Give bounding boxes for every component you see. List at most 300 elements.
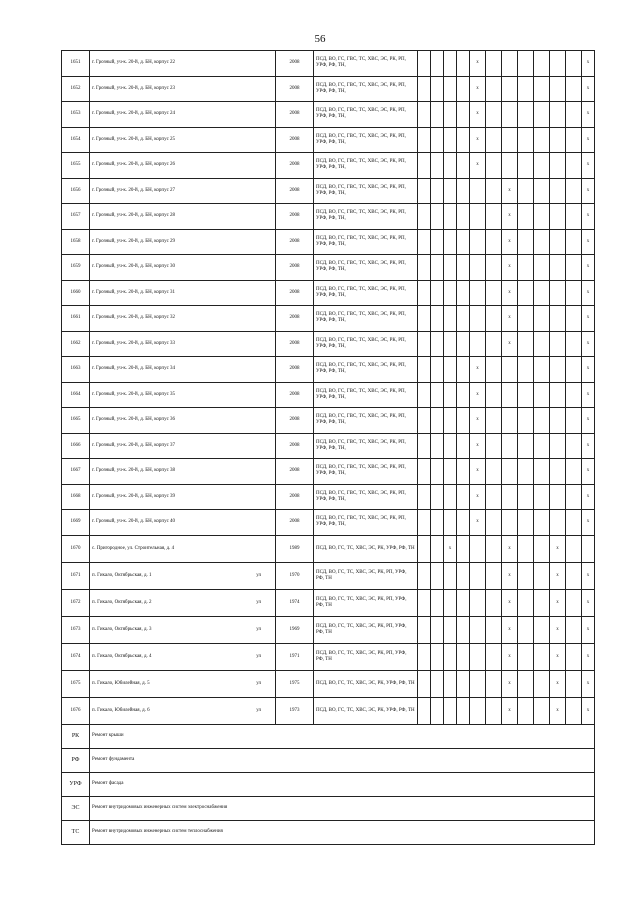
mark-cell [566, 535, 582, 562]
mark-cell [418, 459, 431, 485]
year-cell: 2008 [276, 51, 314, 77]
row-number: 1676 [62, 697, 90, 724]
legend-code: УРФ [62, 772, 90, 796]
mark-cell [534, 589, 550, 616]
mark-cell [486, 127, 502, 153]
address-extra: ул [256, 680, 261, 686]
address-extra: ул [256, 599, 261, 605]
mark-cell [502, 484, 518, 510]
mark-cell [534, 510, 550, 536]
mark-cell [534, 102, 550, 128]
mark-cell [518, 616, 534, 643]
mark-cell [550, 357, 566, 383]
work-codes-cell: ПСД, ВО, ГС, ТС, ХВС, ЭС, РК, РП, УРФ, РФ, ТН [314, 589, 418, 616]
mark-cell [457, 280, 470, 306]
address-cell [90, 670, 276, 697]
address-text: г. Грозный, уч-к. 20-й, д. БН, корпус 23 [92, 85, 176, 91]
mark-cell [502, 153, 518, 179]
capital-repair-table [61, 50, 595, 845]
mark-cell [534, 127, 550, 153]
mark-cell: x [550, 697, 566, 724]
mark-cell [486, 255, 502, 281]
work-codes-cell: ПСД, ВО, ГС, ГВС, ТС, ХВС, ЭС, РК, РП, УРФ, РФ, ТН, [314, 459, 418, 485]
mark-cell [502, 357, 518, 383]
table-body [62, 51, 595, 725]
row-number: 1652 [62, 76, 90, 102]
mark-cell [486, 153, 502, 179]
mark-cell: x [550, 589, 566, 616]
mark-cell [470, 255, 486, 281]
mark-cell [457, 127, 470, 153]
mark-cell [444, 255, 457, 281]
mark-cell: x [582, 280, 595, 306]
mark-cell [518, 280, 534, 306]
mark-cell [431, 357, 444, 383]
address-cell [90, 331, 276, 357]
mark-cell [518, 306, 534, 332]
mark-cell [566, 331, 582, 357]
address-extra: ул [256, 572, 261, 578]
mark-cell [444, 643, 457, 670]
mark-cell [418, 535, 431, 562]
mark-cell [431, 408, 444, 434]
mark-cell: x [502, 697, 518, 724]
mark-cell [457, 484, 470, 510]
legend-text: Ремонт внутридомовых инженерных систем теплоснабжения [90, 820, 595, 844]
address-cell [90, 178, 276, 204]
mark-cell [518, 204, 534, 230]
mark-cell [444, 229, 457, 255]
page-number: 56 [314, 33, 326, 45]
mark-cell [444, 459, 457, 485]
work-codes-cell: ПСД, ВО, ГС, ГВС, ТС, ХВС, ЭС, РК, РП, УРФ, РФ, ТН, [314, 153, 418, 179]
mark-cell [566, 616, 582, 643]
work-codes-cell: ПСД, ВО, ГС, ГВС, ТС, ХВС, ЭС, РК, РП, УРФ, РФ, ТН, [314, 382, 418, 408]
year-cell: 1975 [276, 670, 314, 697]
mark-cell [534, 357, 550, 383]
year-cell: 2008 [276, 408, 314, 434]
table-row [62, 382, 595, 408]
mark-cell [470, 229, 486, 255]
work-codes-cell: ПСД, ВО, ГС, ГВС, ТС, ХВС, ЭС, РК, РП, УРФ, РФ, ТН, [314, 127, 418, 153]
row-number: 1656 [62, 178, 90, 204]
mark-cell [486, 178, 502, 204]
mark-cell [534, 643, 550, 670]
mark-cell [550, 331, 566, 357]
legend-code: ЭС [62, 796, 90, 820]
mark-cell [444, 306, 457, 332]
mark-cell [518, 589, 534, 616]
mark-cell [502, 102, 518, 128]
year-cell: 2008 [276, 76, 314, 102]
address-text: п. Гикало, Октябрьская, д. 3 [92, 626, 152, 632]
work-codes-cell: ПСД, ВО, ГС, ГВС, ТС, ХВС, ЭС, РК, РП, УРФ, РФ, ТН, [314, 331, 418, 357]
year-cell: 2008 [276, 204, 314, 230]
mark-cell [486, 357, 502, 383]
mark-cell [444, 616, 457, 643]
mark-cell [486, 535, 502, 562]
address-extra: ул [256, 626, 261, 632]
mark-cell [550, 51, 566, 77]
mark-cell: x [550, 616, 566, 643]
mark-cell [457, 408, 470, 434]
work-codes-cell: ПСД, ВО, ГС, ТС, ХВС, ЭС, РК, РП, УРФ, РФ, ТН [314, 643, 418, 670]
work-codes-cell: ПСД, ВО, ГС, ТС, ХВС, ЭС, РК, УРФ, РФ, ТН [314, 670, 418, 697]
mark-cell [518, 357, 534, 383]
work-codes-cell: ПСД, ВО, ГС, ГВС, ТС, ХВС, ЭС, РК, РП, УРФ, РФ, ТН, [314, 102, 418, 128]
mark-cell [486, 510, 502, 536]
mark-cell [566, 433, 582, 459]
mark-cell [457, 331, 470, 357]
mark-cell [457, 76, 470, 102]
address-text: г. Грозный, уч-к. 20-й, д. БН, корпус 29 [92, 238, 176, 244]
mark-cell [470, 178, 486, 204]
mark-cell [566, 357, 582, 383]
year-cell: 1973 [276, 697, 314, 724]
mark-cell [470, 670, 486, 697]
legend-row [62, 820, 595, 844]
row-number: 1653 [62, 102, 90, 128]
address-text: г. Грозный, уч-к. 20-й, д. БН, корпус 25 [92, 136, 176, 142]
mark-cell: x [582, 562, 595, 589]
mark-cell: x [582, 306, 595, 332]
legend-row [62, 772, 595, 796]
row-number: 1660 [62, 280, 90, 306]
mark-cell [566, 178, 582, 204]
address-text: п. Гикало, Юбилейная, д. 6 [92, 707, 150, 713]
address-cell [90, 102, 276, 128]
mark-cell [518, 643, 534, 670]
mark-cell [431, 589, 444, 616]
mark-cell [502, 459, 518, 485]
mark-cell [444, 153, 457, 179]
mark-cell [486, 589, 502, 616]
mark-cell: x [582, 357, 595, 383]
mark-cell [534, 433, 550, 459]
work-codes-cell: ПСД, ВО, ГС, ГВС, ТС, ХВС, ЭС, РК, РП, УРФ, РФ, ТН, [314, 484, 418, 510]
address-text: г. Грозный, уч-к. 20-й, д. БН, корпус 35 [92, 391, 176, 397]
work-codes-cell: ПСД, ВО, ГС, ГВС, ТС, ХВС, ЭС, РК, РП, УРФ, РФ, ТН, [314, 51, 418, 77]
mark-cell [444, 697, 457, 724]
year-cell: 2008 [276, 127, 314, 153]
row-number: 1661 [62, 306, 90, 332]
legend-row [62, 796, 595, 820]
mark-cell [502, 76, 518, 102]
address-text: г. Грозный, уч-к. 20-й, д. БН, корпус 24 [92, 111, 176, 117]
table-row [62, 331, 595, 357]
mark-cell [534, 616, 550, 643]
row-number: 1658 [62, 229, 90, 255]
mark-cell [534, 178, 550, 204]
mark-cell [457, 510, 470, 536]
mark-cell [518, 408, 534, 434]
mark-cell: x [502, 643, 518, 670]
mark-cell: x [470, 459, 486, 485]
mark-cell [431, 670, 444, 697]
mark-cell [534, 306, 550, 332]
mark-cell [457, 697, 470, 724]
mark-cell: x [470, 382, 486, 408]
mark-cell [518, 382, 534, 408]
mark-cell [566, 306, 582, 332]
row-number: 1664 [62, 382, 90, 408]
mark-cell [566, 589, 582, 616]
address-text: п. Гикало, Октябрьская, д. 2 [92, 599, 152, 605]
table-row [62, 306, 595, 332]
address-text: г. Грозный, уч-к. 20-й, д. БН, корпус 28 [92, 213, 176, 219]
mark-cell [444, 331, 457, 357]
mark-cell: x [582, 408, 595, 434]
address-text: г. Грозный, уч-к. 20-й, д. БН, корпус 37 [92, 442, 176, 448]
table-row [62, 459, 595, 485]
mark-cell [444, 670, 457, 697]
legend-code: РФ [62, 748, 90, 772]
mark-cell [486, 382, 502, 408]
mark-cell [444, 589, 457, 616]
mark-cell: x [582, 670, 595, 697]
mark-cell: x [470, 127, 486, 153]
table-row [62, 670, 595, 697]
mark-cell [457, 102, 470, 128]
table-row [62, 153, 595, 179]
year-cell: 1989 [276, 535, 314, 562]
table-row [62, 643, 595, 670]
row-number: 1666 [62, 433, 90, 459]
mark-cell [486, 616, 502, 643]
table-row [62, 76, 595, 102]
mark-cell [444, 204, 457, 230]
mark-cell [457, 459, 470, 485]
mark-cell: x [582, 697, 595, 724]
mark-cell [486, 229, 502, 255]
mark-cell [566, 280, 582, 306]
row-number: 1675 [62, 670, 90, 697]
table-row [62, 562, 595, 589]
mark-cell [444, 382, 457, 408]
mark-cell: x [502, 331, 518, 357]
table-row [62, 280, 595, 306]
mark-cell [486, 204, 502, 230]
address-cell [90, 510, 276, 536]
mark-cell [457, 562, 470, 589]
table-row [62, 255, 595, 281]
work-codes-cell: ПСД, ВО, ГС, ГВС, ТС, ХВС, ЭС, РК, РП, УРФ, РФ, ТН, [314, 229, 418, 255]
address-text: г. Грозный, уч-к. 20-й, д. БН, корпус 22 [92, 60, 176, 66]
address-text: с. Пригородное, ул. Строительная, д. 4 [92, 545, 175, 551]
mark-cell: x [470, 51, 486, 77]
mark-cell [431, 484, 444, 510]
mark-cell: x [502, 589, 518, 616]
mark-cell: x [582, 459, 595, 485]
mark-cell [431, 433, 444, 459]
mark-cell [518, 153, 534, 179]
mark-cell [431, 306, 444, 332]
mark-cell [470, 589, 486, 616]
mark-cell: x [444, 535, 457, 562]
mark-cell [418, 357, 431, 383]
mark-cell [431, 178, 444, 204]
mark-cell [470, 616, 486, 643]
address-cell [90, 51, 276, 77]
mark-cell [470, 535, 486, 562]
mark-cell [457, 643, 470, 670]
year-cell: 1970 [276, 562, 314, 589]
table-row [62, 229, 595, 255]
mark-cell [470, 306, 486, 332]
mark-cell: x [582, 153, 595, 179]
mark-cell [534, 229, 550, 255]
mark-cell: x [470, 102, 486, 128]
mark-cell: x [550, 535, 566, 562]
address-text: г. Грозный, уч-к. 20-й, д. БН, корпус 39 [92, 493, 176, 499]
mark-cell [444, 357, 457, 383]
mark-cell [566, 382, 582, 408]
mark-cell [550, 76, 566, 102]
mark-cell: x [582, 433, 595, 459]
mark-cell [418, 280, 431, 306]
address-cell [90, 229, 276, 255]
year-cell: 2008 [276, 510, 314, 536]
mark-cell [431, 331, 444, 357]
address-text: г. Грозный, уч-к. 20-й, д. БН, корпус 33 [92, 340, 176, 346]
table-row [62, 535, 595, 562]
table-row [62, 51, 595, 77]
mark-cell: x [582, 127, 595, 153]
legend-row [62, 724, 595, 748]
address-text: г. Грозный, уч-к. 20-й, д. БН, корпус 32 [92, 315, 176, 321]
mark-cell [470, 331, 486, 357]
mark-cell [431, 127, 444, 153]
mark-cell [470, 280, 486, 306]
mark-cell [550, 459, 566, 485]
address-cell [90, 153, 276, 179]
mark-cell: x [582, 382, 595, 408]
year-cell: 2008 [276, 433, 314, 459]
mark-cell: x [550, 643, 566, 670]
address-text: г. Грозный, уч-к. 20-й, д. БН, корпус 26 [92, 162, 176, 168]
mark-cell [418, 76, 431, 102]
work-codes-cell: ПСД, ВО, ГС, ГВС, ТС, ХВС, ЭС, РК, РП, УРФ, РФ, ТН, [314, 76, 418, 102]
mark-cell: x [502, 535, 518, 562]
table-row [62, 178, 595, 204]
mark-cell: x [582, 643, 595, 670]
mark-cell [418, 229, 431, 255]
mark-cell [502, 433, 518, 459]
mark-cell [518, 51, 534, 77]
legend-body [62, 724, 595, 844]
row-number: 1669 [62, 510, 90, 536]
mark-cell [457, 616, 470, 643]
address-text: г. Грозный, уч-к. 20-й, д. БН, корпус 31 [92, 289, 176, 295]
table-row [62, 484, 595, 510]
mark-cell [486, 76, 502, 102]
mark-cell [431, 255, 444, 281]
table-row [62, 102, 595, 128]
mark-cell [470, 562, 486, 589]
mark-cell [502, 408, 518, 434]
mark-cell [486, 697, 502, 724]
mark-cell: x [470, 433, 486, 459]
table-row [62, 697, 595, 724]
mark-cell: x [582, 51, 595, 77]
mark-cell [418, 643, 431, 670]
mark-cell [457, 382, 470, 408]
mark-cell [582, 535, 595, 562]
year-cell: 2008 [276, 280, 314, 306]
table-row [62, 589, 595, 616]
year-cell: 2008 [276, 102, 314, 128]
work-codes-cell: ПСД, ВО, ГС, ТС, ХВС, ЭС, РК, РП, УРФ, РФ, ТН [314, 562, 418, 589]
row-number: 1659 [62, 255, 90, 281]
mark-cell [566, 484, 582, 510]
legend-text: Ремонт фундамента [90, 748, 595, 772]
mark-cell [418, 670, 431, 697]
mark-cell [566, 670, 582, 697]
address-text: г. Грозный, уч-к. 20-й, д. БН, корпус 40 [92, 519, 176, 525]
mark-cell [418, 51, 431, 77]
mark-cell [444, 76, 457, 102]
address-text: г. Грозный, уч-к. 20-й, д. БН, корпус 30 [92, 264, 176, 270]
mark-cell [486, 102, 502, 128]
mark-cell [486, 280, 502, 306]
year-cell: 2008 [276, 178, 314, 204]
mark-cell: x [582, 102, 595, 128]
address-text: г. Грозный, уч-к. 20-й, д. БН, корпус 27 [92, 187, 176, 193]
mark-cell [534, 51, 550, 77]
legend-row [62, 748, 595, 772]
address-cell [90, 280, 276, 306]
address-text: п. Гикало, Юбилейная, д. 5 [92, 680, 150, 686]
mark-cell [486, 459, 502, 485]
mark-cell [518, 510, 534, 536]
mark-cell [534, 204, 550, 230]
mark-cell: x [502, 562, 518, 589]
address-cell [90, 589, 276, 616]
mark-cell [518, 562, 534, 589]
mark-cell: x [502, 229, 518, 255]
mark-cell [518, 178, 534, 204]
mark-cell [518, 127, 534, 153]
legend-text: Ремонт фасада [90, 772, 595, 796]
mark-cell [486, 306, 502, 332]
row-number: 1657 [62, 204, 90, 230]
mark-cell [534, 697, 550, 724]
mark-cell: x [470, 76, 486, 102]
mark-cell [457, 433, 470, 459]
mark-cell [444, 102, 457, 128]
mark-cell [418, 382, 431, 408]
mark-cell [566, 562, 582, 589]
work-codes-cell: ПСД, ВО, ГС, ГВС, ТС, ХВС, ЭС, РК, РП, УРФ, РФ, ТН, [314, 178, 418, 204]
mark-cell [534, 382, 550, 408]
mark-cell [566, 102, 582, 128]
mark-cell: x [582, 510, 595, 536]
work-codes-cell: ПСД, ВО, ГС, ГВС, ТС, ХВС, ЭС, РК, РП, УРФ, РФ, ТН, [314, 433, 418, 459]
mark-cell: x [470, 484, 486, 510]
row-number: 1665 [62, 408, 90, 434]
mark-cell [534, 153, 550, 179]
mark-cell [550, 255, 566, 281]
mark-cell [566, 459, 582, 485]
mark-cell [486, 562, 502, 589]
mark-cell [502, 51, 518, 77]
mark-cell: x [582, 589, 595, 616]
mark-cell [486, 433, 502, 459]
address-cell [90, 697, 276, 724]
mark-cell [418, 306, 431, 332]
mark-cell [457, 153, 470, 179]
mark-cell [431, 204, 444, 230]
